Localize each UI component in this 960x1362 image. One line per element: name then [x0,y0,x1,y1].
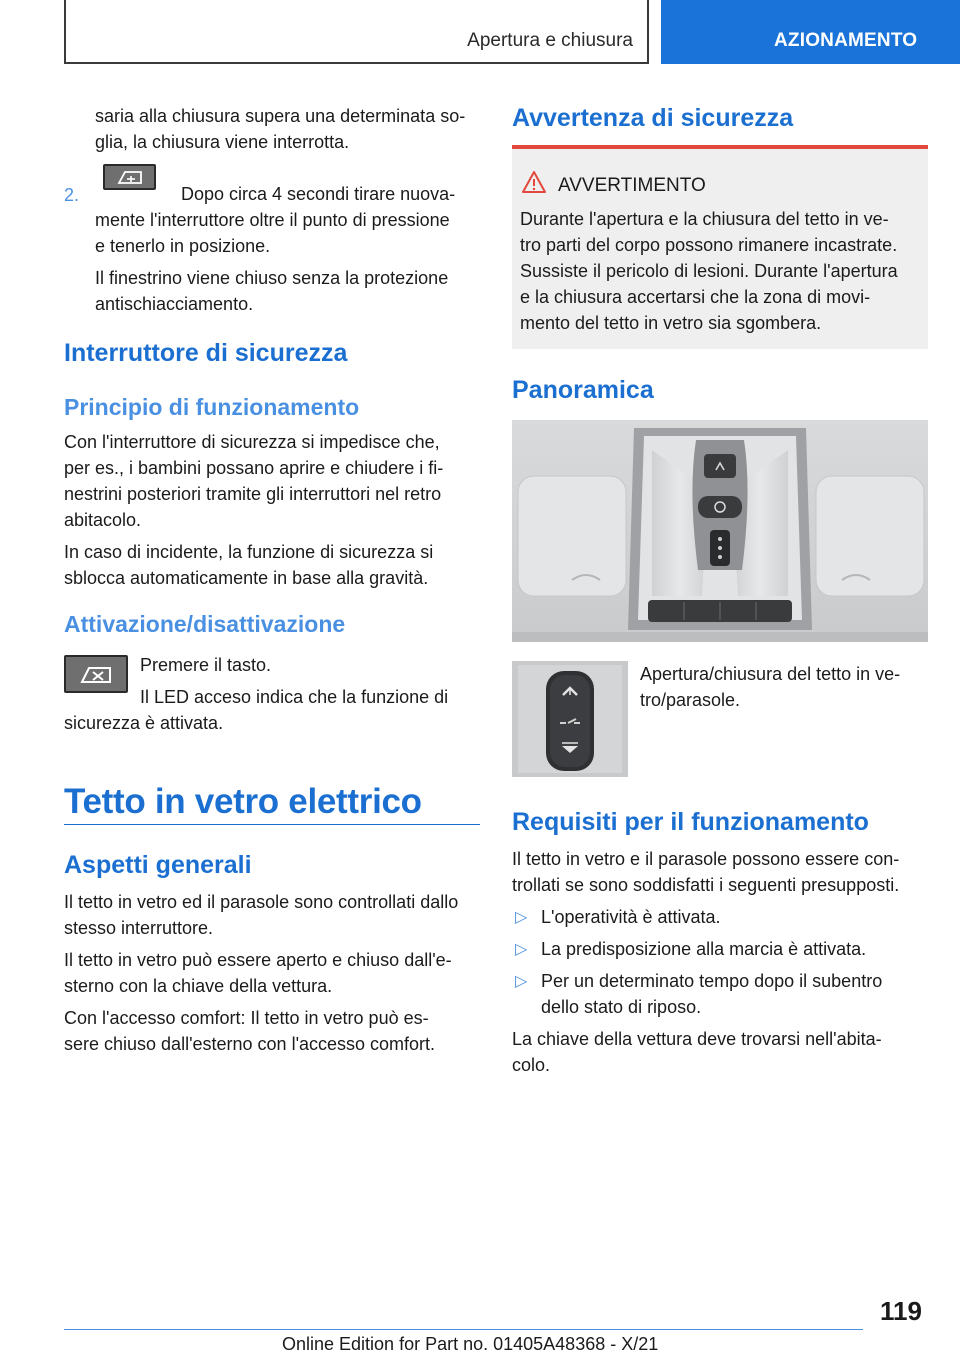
roof-switch-image [512,661,628,777]
continued-text-line-2: glia, la chiusura viene interrotta. [95,132,350,152]
key-line-2: colo. [512,1055,551,1075]
bullet-icon: ▷ [515,941,528,958]
requirement-item-3-line-2: dello stato di riposo. [541,997,702,1017]
requirement-item-1: L'operatività è attivata. [541,907,721,927]
overhead-console-image [512,420,928,642]
heading-rule [64,824,480,825]
safety-switch-heading: Interruttore di sicurezza [64,339,348,367]
safety-switch-icon [64,655,128,693]
general-p2-line-2: sterno con la chiave della vettura. [64,976,333,996]
warning-line-1: Durante l'apertura e la chiusura del tetto in ve- [520,209,889,229]
principle-line-1: Con l'interruttore di sicurezza si impedisce che, [64,432,440,452]
bullet-icon: ▷ [515,973,528,990]
principle-heading: Principio di funzionamento [64,394,360,420]
overview-heading: Panoramica [512,376,654,404]
principle-line-3: nestrini posteriori tramite gli interruttori nel retro [64,484,442,504]
header-chapter-tab [661,0,960,64]
header-section-tab [64,0,649,64]
step-2-line-3: e tenerlo in posizione. [95,236,271,256]
key-line-1: La chiave della vettura deve trovarsi nell'abita- [512,1029,882,1049]
activation-heading: Attivazione/disattivazione [64,611,346,637]
requirement-item-2: La predisposizione alla marcia è attivata. [541,939,867,959]
continued-text-line-1: saria alla chiusura supera una determinata so- [95,106,466,126]
warning-line-3: Sussiste il pericolo di lesioni. Durante l'apertura [520,261,898,281]
step-2-note-line-1: Il finestrino viene chiuso senza la protezione [95,268,449,288]
page-number: 119 [880,1296,922,1326]
switch-caption-line-1: Apertura/chiusura del tetto in ve- [640,664,901,684]
header-chapter-title: AZIONAMENTO [774,30,918,51]
warning-triangle-icon [521,170,547,194]
step-2-line-1: Dopo circa 4 secondi tirare nuova- [181,184,456,204]
header-section-title: Apertura e chiusura [467,30,633,51]
requirements-intro-line-1: Il tetto in vetro e il parasole possono essere con- [512,849,900,869]
step-2-note-line-2: antischiacciamento. [95,294,254,314]
bullet-icon: ▷ [515,909,528,926]
warning-line-2: tro parti del corpo possono rimanere incastrate. [520,235,898,255]
window-switch-icon [103,164,156,190]
press-key-text: Premere il tasto. [140,655,272,675]
general-p3-line-2: sere chiuso dall'esterno con l'accesso comfort. [64,1034,436,1054]
accident-line-1: In caso di incidente, la funzione di sicurezza si [64,542,434,562]
glass-roof-heading: Tetto in vetro elettrico [64,782,422,821]
general-p1-line-1: Il tetto in vetro ed il parasole sono controllati dallo [64,892,459,912]
general-heading: Aspetti generali [64,851,252,879]
led-line-1: Il LED acceso indica che la funzione di [140,687,449,707]
warning-line-5: mento del tetto in vetro sia sgombera. [520,313,822,333]
warning-label: AVVERTIMENTO [558,175,706,196]
requirements-heading: Requisiti per il funzionamento [512,808,869,836]
accident-line-2: sblocca automaticamente in base alla gravità. [64,568,429,588]
safety-warning-heading: Avvertenza di sicurezza [512,104,794,132]
footer-edition: Online Edition for Part no. 01405A48368 - X/21 [282,1334,659,1354]
switch-caption-line-2: tro/parasole. [640,690,741,710]
requirements-intro-line-2: trollati se sono soddisfatti i seguenti presupposti. [512,875,900,895]
principle-line-2: per es., i bambini possano aprire e chiudere i fi- [64,458,444,478]
principle-line-4: abitacolo. [64,510,142,530]
footer-rule [64,1329,863,1330]
general-p3-line-1: Con l'accesso comfort: Il tetto in vetro può es- [64,1008,429,1028]
requirement-item-3-line-1: Per un determinato tempo dopo il subentro [541,971,883,991]
general-p2-line-1: Il tetto in vetro può essere aperto e chiuso dall'e- [64,950,452,970]
general-p1-line-2: stesso interruttore. [64,918,214,938]
step-number: 2. [64,185,80,205]
step-2-line-2: mente l'interruttore oltre il punto di pressione [95,210,450,230]
led-line-2: sicurezza è attivata. [64,713,224,733]
warning-line-4: e la chiusura accertarsi che la zona di movi- [520,287,871,307]
